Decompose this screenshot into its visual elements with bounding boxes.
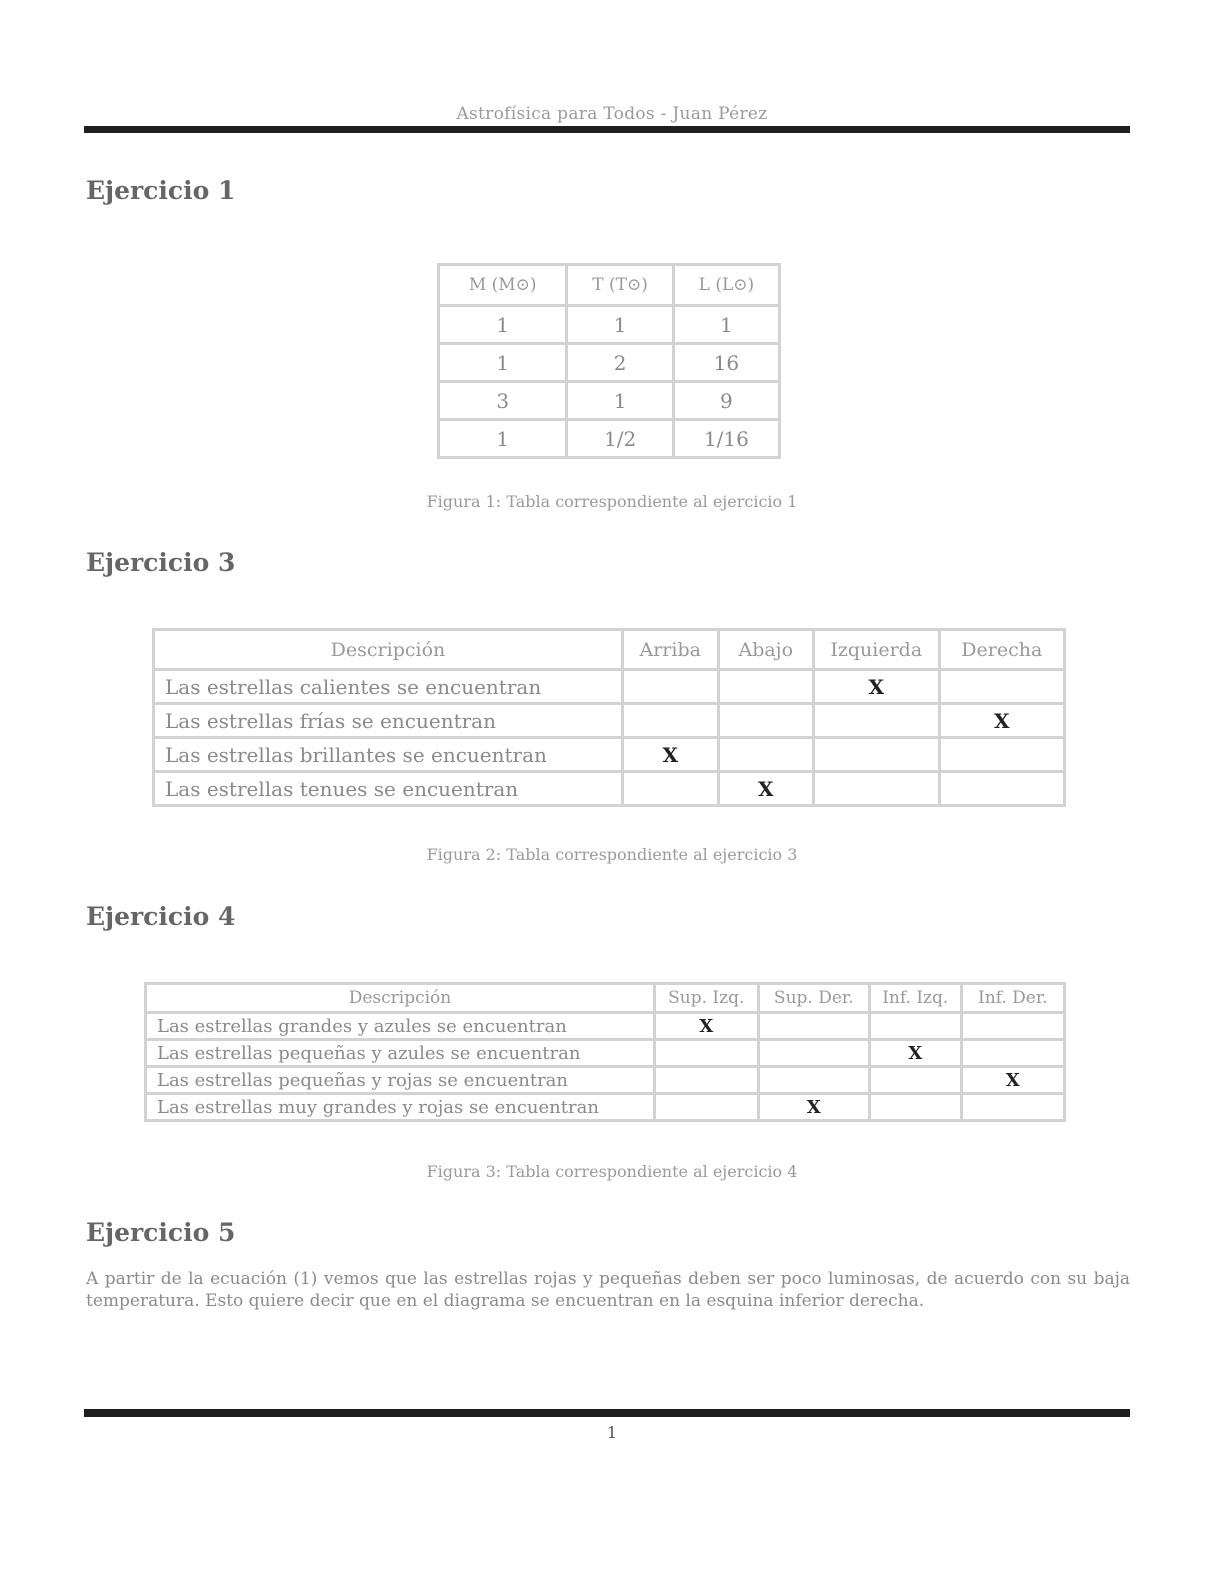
table-cell: X (869, 1040, 961, 1067)
column-header: Izquierda (813, 630, 939, 670)
section-title-ejercicio-4: Ejercicio 4 (86, 902, 236, 931)
column-header: Derecha (939, 630, 1064, 670)
table-cell (961, 1013, 1064, 1040)
row-description: Las estrellas frías se encuentran (154, 704, 623, 738)
table-cell (813, 704, 939, 738)
column-header: Arriba (622, 630, 718, 670)
column-header: Inf. Der. (961, 984, 1064, 1013)
table-caption-2: Figura 2: Tabla correspondiente al ejercicio 3 (426, 845, 798, 864)
table-row (154, 738, 1065, 772)
table-row (146, 1013, 1065, 1040)
column-header: Inf. Izq. (869, 984, 961, 1013)
column-header: L (L⊙) (673, 265, 779, 306)
table-cell: 1 (567, 382, 673, 420)
column-header: Descripción (146, 984, 655, 1013)
table-cell (869, 1013, 961, 1040)
table-cell: 1 (567, 306, 673, 344)
table-cell: 2 (567, 344, 673, 382)
table-cell: X (961, 1067, 1064, 1094)
table-cell (654, 1094, 758, 1121)
table-cell: X (718, 772, 813, 806)
column-header: Sup. Izq. (654, 984, 758, 1013)
table-cell (622, 670, 718, 704)
row-description: Las estrellas grandes y azules se encuentran (146, 1013, 655, 1040)
table-cell (939, 772, 1064, 806)
column-header: Abajo (718, 630, 813, 670)
table-cell: 1 (673, 306, 779, 344)
table-cell: 9 (673, 382, 779, 420)
running-header: Astrofísica para Todos - Juan Pérez (456, 104, 768, 124)
page-number: 1 (606, 1423, 618, 1442)
table-cell (869, 1094, 961, 1121)
column-header: Descripción (154, 630, 623, 670)
row-description: Las estrellas pequeñas y rojas se encuentran (146, 1067, 655, 1094)
table-caption-3: Figura 3: Tabla correspondiente al ejercicio 4 (426, 1162, 798, 1181)
table-cell: 16 (673, 344, 779, 382)
section-title-ejercicio-1: Ejercicio 1 (86, 176, 236, 205)
header-rule (84, 126, 1130, 133)
table-ejercicio-1 (437, 263, 781, 459)
table-cell: X (654, 1013, 758, 1040)
table-cell (961, 1040, 1064, 1067)
table-cell (758, 1013, 869, 1040)
table-header-row (154, 630, 1065, 670)
table-row (146, 1094, 1065, 1121)
body-paragraph: A partir de la ecuación (1) vemos que las estrellas rojas y pequeñas deben ser poco luminosas, de acuerdo con su baja temperatura. Esto quiere decir que en el diagrama se encuentran en la esquina inferior derecha. (86, 1269, 1130, 1311)
table-cell (622, 704, 718, 738)
table-row (439, 306, 780, 344)
row-description: Las estrellas muy grandes y rojas se encuentran (146, 1094, 655, 1121)
table-row (154, 704, 1065, 738)
table-cell: 3 (439, 382, 567, 420)
row-description: Las estrellas calientes se encuentran (154, 670, 623, 704)
table-cell (622, 772, 718, 806)
table-cell: 1 (439, 420, 567, 458)
table-cell: 1/16 (673, 420, 779, 458)
table-cell (718, 704, 813, 738)
table-cell (961, 1094, 1064, 1121)
table-header-row (146, 984, 1065, 1013)
table-cell (718, 738, 813, 772)
table-row (439, 344, 780, 382)
row-description: Las estrellas tenues se encuentran (154, 772, 623, 806)
table-header-row (439, 265, 780, 306)
column-header: T (T⊙) (567, 265, 673, 306)
table-cell (813, 738, 939, 772)
table-row (439, 420, 780, 458)
table-row (154, 772, 1065, 806)
footer-rule (84, 1409, 1130, 1417)
table-cell: X (813, 670, 939, 704)
table-cell: 1 (439, 344, 567, 382)
table-ejercicio-4 (144, 982, 1066, 1122)
table-ejercicio-3 (152, 628, 1066, 807)
row-description: Las estrellas brillantes se encuentran (154, 738, 623, 772)
table-row (146, 1067, 1065, 1094)
table-cell (758, 1067, 869, 1094)
table-cell (813, 772, 939, 806)
table-cell (939, 670, 1064, 704)
table-cell (654, 1067, 758, 1094)
section-title-ejercicio-3: Ejercicio 3 (86, 548, 236, 577)
table-cell: 1 (439, 306, 567, 344)
table-cell: X (939, 704, 1064, 738)
section-title-ejercicio-5: Ejercicio 5 (86, 1218, 236, 1247)
table-row (146, 1040, 1065, 1067)
table-cell: X (758, 1094, 869, 1121)
table-caption-1: Figura 1: Tabla correspondiente al ejercicio 1 (426, 492, 798, 511)
table-row (154, 670, 1065, 704)
table-cell (718, 670, 813, 704)
table-cell: X (622, 738, 718, 772)
column-header: Sup. Der. (758, 984, 869, 1013)
table-cell (869, 1067, 961, 1094)
table-cell (939, 738, 1064, 772)
table-cell (758, 1040, 869, 1067)
row-description: Las estrellas pequeñas y azules se encuentran (146, 1040, 655, 1067)
table-cell (654, 1040, 758, 1067)
table-row (439, 382, 780, 420)
table-cell: 1/2 (567, 420, 673, 458)
column-header: M (M⊙) (439, 265, 567, 306)
